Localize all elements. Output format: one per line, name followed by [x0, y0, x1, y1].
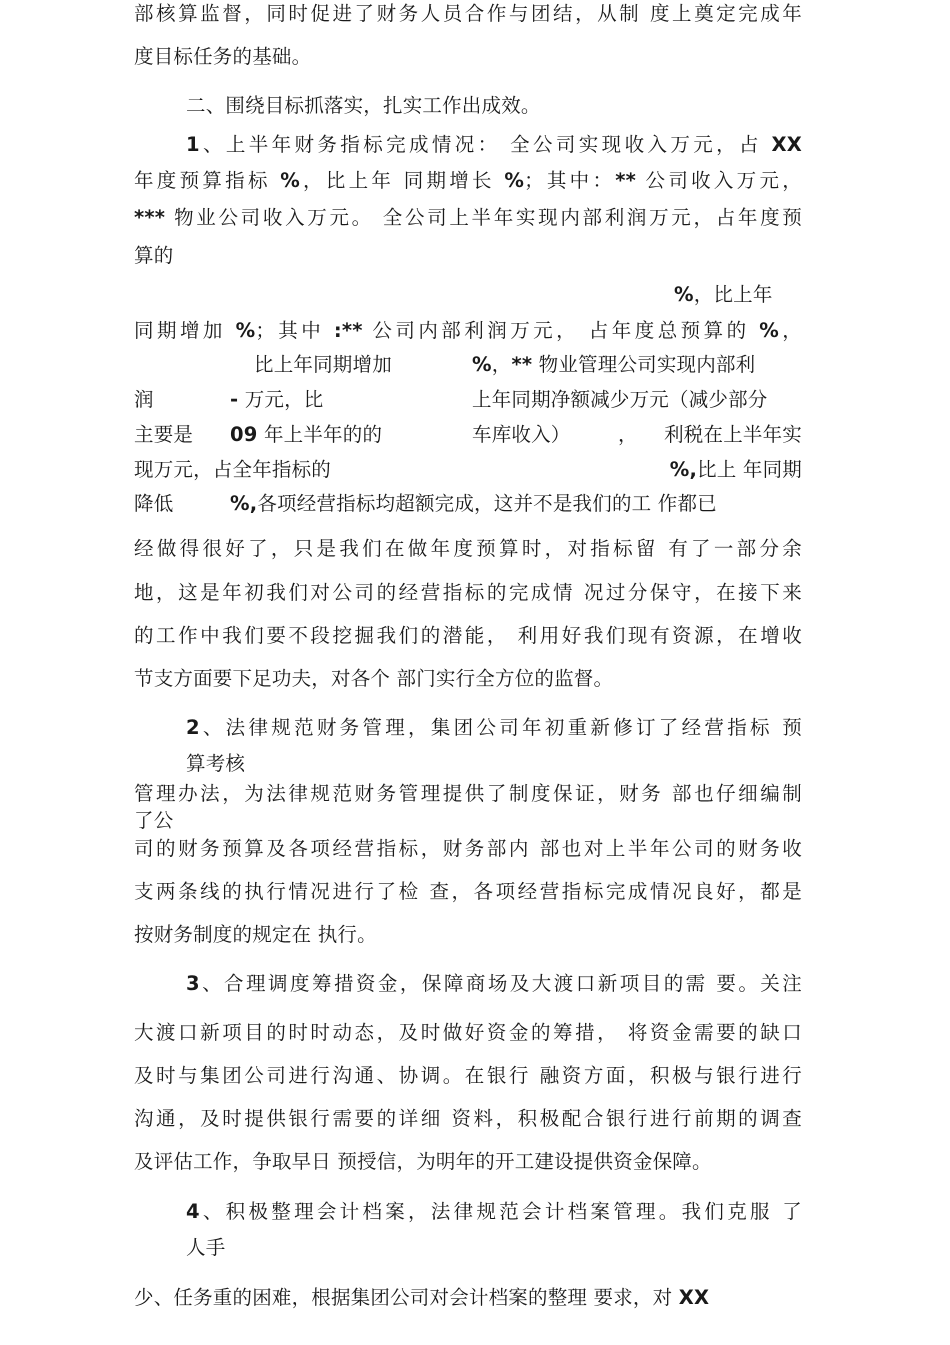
text-fragment: %,各项经营指标均超额完成，这并不是我们的工 作都已 [230, 492, 717, 515]
text-line: 了公 [134, 809, 174, 832]
text-line: 支两条线的执行情况进行了检 查，各项经营指标完成情况良好，都是 [134, 880, 802, 903]
text-fragment: 上年同期净额减少万元（减少部分 [472, 388, 768, 411]
text-fragment: 润 [134, 388, 154, 411]
text-line: 经做得很好了，只是我们在做年度预算时，对指标留 有了一部分余 [134, 537, 802, 560]
text-fragment: 09 年上半年的的 [230, 423, 383, 446]
text-line: 算的 [134, 244, 174, 267]
text-fragment: 利税在上半年实 [664, 423, 802, 446]
text-line: 算考核 [186, 752, 246, 775]
text-line: 的工作中我们要不段挖掘我们的潜能， 利用好我们现有资源，在增收 [134, 624, 802, 647]
text-fragment: 降低 [134, 492, 174, 515]
text-line: 及时与集团公司进行沟通、协调。在银行 融资方面，积极与银行进行 [134, 1064, 802, 1087]
text-fragment: ， [618, 423, 638, 446]
text-line: 度目标任务的基础。 [134, 45, 312, 68]
text-line: 年度预算指标 %，比上年 同期增长 %；其中：** 公司收入万元， [134, 169, 802, 192]
text-line: *** 物业公司收入万元。 全公司上半年实现内部利润万元，占年度预 [134, 206, 802, 229]
text-line: 节支方面要下足功夫，对各个 部门实行全方位的监督。 [134, 667, 614, 690]
text-line: 部核算监督，同时促进了财务人员合作与团结，从制 度上奠定完成年 [134, 2, 802, 25]
text-fragment: 现万元，占全年指标的 [134, 458, 332, 481]
text-line: 沟通，及时提供银行需要的详细 资料，积极配合银行进行前期的调查 [134, 1107, 802, 1130]
text-line: 少、任务重的困难，根据集团公司对会计档案的整理 要求，对 XX [134, 1286, 710, 1309]
text-line: 司的财务预算及各项经营指标，财务部内 部也对上半年公司的财务收 [134, 837, 802, 860]
text-fragment: 主要是 [134, 423, 194, 446]
text-line: 管理办法，为法律规范财务管理提供了制度保证，财务 部也仔细编制 [134, 782, 802, 805]
text-line: 人手 [186, 1236, 226, 1259]
text-fragment: %，** 物业管理公司实现内部利 [472, 353, 756, 376]
text-fragment: 车库收入） [472, 423, 571, 446]
text-fragment: %，比上年 [674, 283, 773, 306]
text-line: 地，这是年初我们对公司的经营指标的完成情 况过分保守，在接下来 [134, 581, 802, 604]
text-line: 4、积极整理会计档案，法律规范会计档案管理。我们克服 了 [186, 1200, 802, 1223]
text-line: 按财务制度的规定在 执行。 [134, 923, 377, 946]
text-line: 同期增加 %；其中 :** 公司内部利润万元， 占年度总预算的 %， [134, 319, 803, 342]
text-fragment: - 万元，比 [230, 388, 324, 411]
text-line: 1、上半年财务指标完成情况： 全公司实现收入万元，占 XX [186, 133, 802, 156]
text-line: 3、合理调度筹措资金，保障商场及大渡口新项目的需 要。关注 [186, 972, 802, 995]
text-line: 2、法律规范财务管理，集团公司年初重新修订了经营指标 预 [186, 716, 802, 739]
text-fragment: 比上年同期增加 [254, 353, 392, 376]
text-line: 大渡口新项目的时时动态，及时做好资金的筹措， 将资金需要的缺口 [134, 1021, 802, 1044]
text-line: 及评估工作，争取早日 预授信，为明年的开工建设提供资金保障。 [134, 1150, 712, 1173]
section-heading: 二、围绕目标抓落实，扎实工作出成效。 [186, 94, 541, 117]
text-fragment: %,比上 年同期 [669, 458, 802, 481]
